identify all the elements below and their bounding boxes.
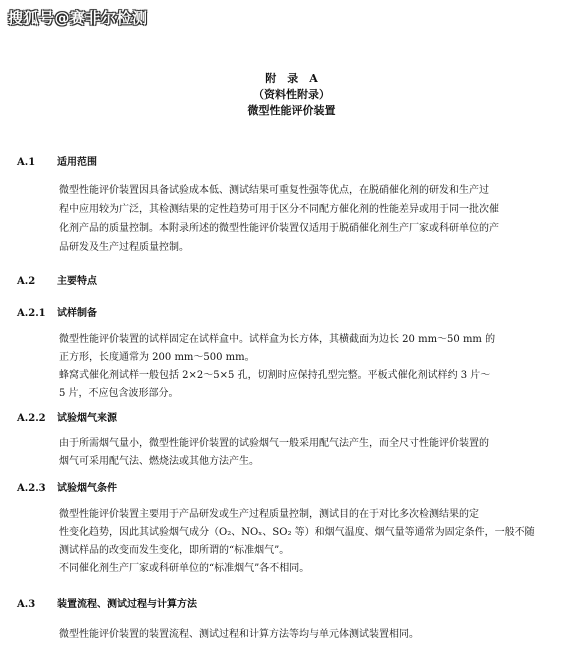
- section-heading-a23: [17, 479, 117, 494]
- paragraph-line: 5 片，不应包含波形部分。: [59, 388, 179, 399]
- appendix-title: 附 录 A: [265, 72, 318, 85]
- section-heading-a22: [17, 409, 117, 424]
- section-heading-a21: [17, 304, 97, 319]
- section-title: 试验烟气来源: [57, 413, 117, 424]
- paragraph-line: 程中应用较为广泛，其检测结果的定性趋势可用于区分不同配方催化剂的性能差异或用于同一批次催: [59, 204, 499, 215]
- paragraph-line: 不同催化剂生产厂家或科研单位的“标准烟气”各不相同。: [59, 563, 310, 574]
- section-number: A.2.3: [17, 483, 46, 494]
- paragraph-line: 微型性能评价装置因具备试验成本低、测试结果可重复性强等优点，在脱硝催化剂的研发和生产过: [59, 185, 489, 196]
- paragraph-line: 由于所需烟气量小，微型性能评价装置的试验烟气一般采用配气法产生，而全尺寸性能评价装置的: [59, 438, 489, 449]
- paragraph-line: 品研发及生产过程质量控制。: [59, 242, 189, 253]
- section-title: 适用范围: [57, 157, 97, 168]
- section-heading-a1: [17, 153, 97, 168]
- section-number: A.3: [17, 599, 36, 610]
- watermark: 搜狐号@赛非尔检测: [8, 9, 148, 27]
- paragraph-line: 化剂产品的质量控制。本附录所述的微型性能评价装置仅适用于脱硝催化剂生产厂家或科研单位的产: [59, 223, 499, 234]
- appendix-subtitle: （资料性附录）: [253, 88, 330, 101]
- paragraph-line: 烟气可采用配气法、燃烧法或其他方法产生。: [59, 456, 259, 467]
- section-title: 主要特点: [57, 276, 97, 287]
- section-title: 试样制备: [57, 308, 97, 319]
- paragraph-line: 蜂窝式催化剂试样一般包括 2×2～5×5 孔，切割时应保持孔型完整。平板式催化剂试样约 3 片～: [59, 370, 491, 381]
- paragraph-line: 正方形，长度通常为 200 mm～500 mm。: [59, 352, 255, 363]
- section-number: A.2.1: [17, 308, 46, 319]
- paragraph-line: 微型性能评价装置的装置流程、测试过程和计算方法等均与单元体测试装置相同。: [59, 629, 419, 640]
- paragraph-line: 测试样品的改变而发生变化，即所谓的“标准烟气”。: [59, 545, 290, 556]
- section-number: A.2.2: [17, 413, 46, 424]
- section-title: 装置流程、测试过程与计算方法: [57, 599, 197, 610]
- paragraph-line: 性变化趋势，因此其试验烟气成分（O₂、NOₓ、SO₂ 等）和烟气温度、烟气量等通常为固定条件，一般不随: [59, 527, 535, 538]
- appendix-name: 微型性能评价装置: [247, 104, 336, 117]
- section-title: 试验烟气条件: [57, 483, 117, 494]
- section-number: A.1: [17, 157, 36, 168]
- paragraph-line: 微型性能评价装置主要用于产品研发或生产过程质量控制，测试目的在于对比多次检测结果的定: [59, 509, 479, 520]
- section-heading-a3: [17, 595, 197, 610]
- paragraph-line: 微型性能评价装置的试样固定在试样盒中。试样盒为长方体，其横截面为边长 20 mm～50 mm 的: [59, 334, 496, 345]
- section-number: A.2: [17, 276, 36, 287]
- section-heading-a2: [17, 272, 97, 287]
